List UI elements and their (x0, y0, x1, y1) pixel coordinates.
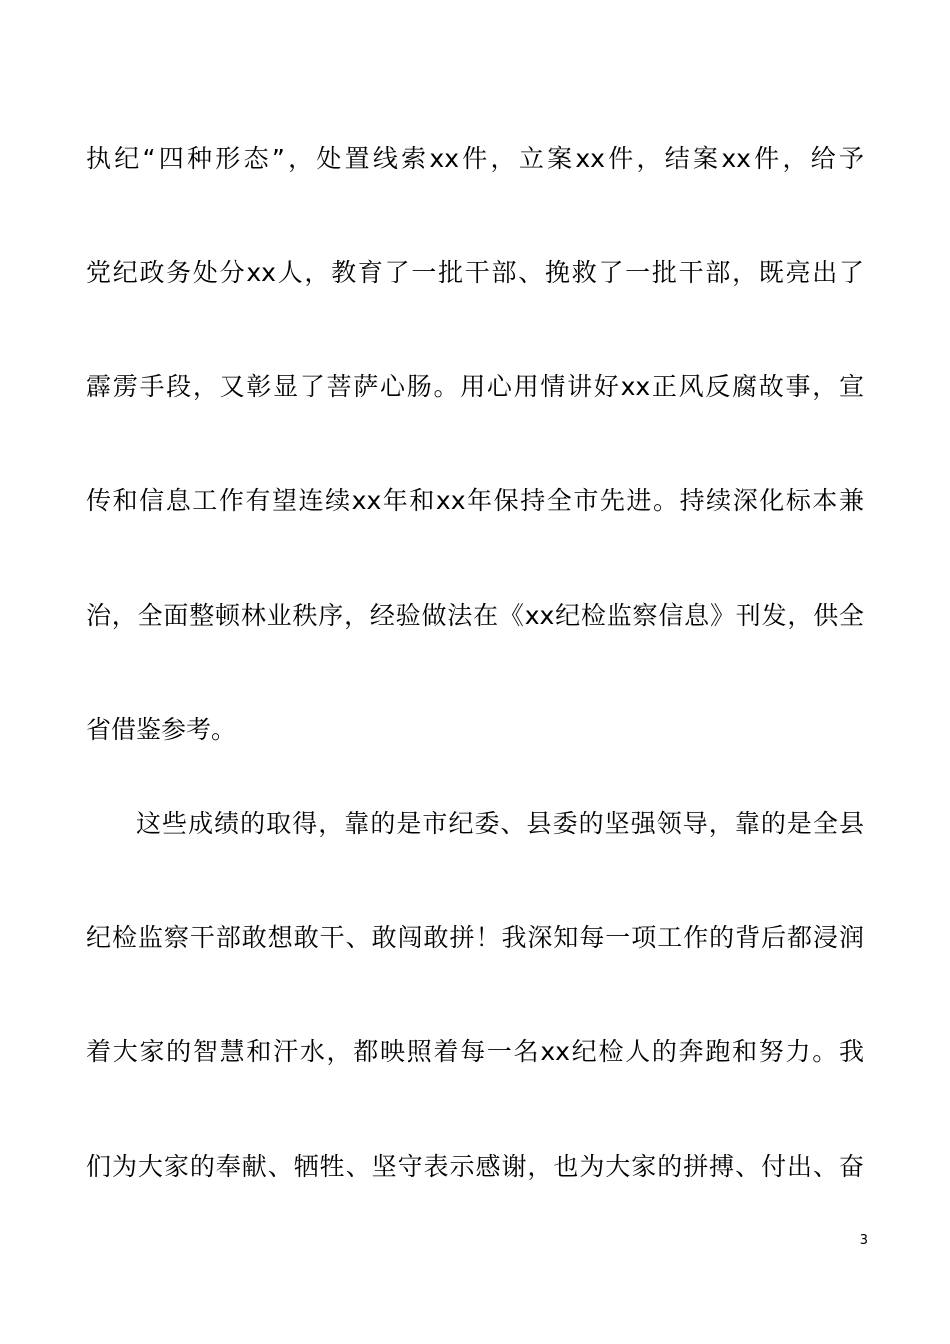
paragraph-line: 传和信息工作有望连续xx年和xx年保持全市先进。持续深化标本兼 (86, 486, 864, 515)
paragraph-line-indented: 这些成绩的取得，靠的是市纪委、县委的坚强领导，靠的是全县 (136, 809, 864, 838)
page-number: 3 (859, 1233, 868, 1248)
paragraph-line-last: 省借鉴参考。 (86, 715, 237, 744)
paragraph-line: 纪检监察干部敢想敢干、敢闯敢拼！我深知每一项工作的背后都浸润 (86, 923, 864, 952)
paragraph-line: 党纪政务处分xx人，教育了一批干部、挽救了一批干部，既亮出了 (86, 258, 864, 287)
paragraph-line: 执纪“四种形态”，处置线索xx件，立案xx件，结案xx件，给予 (86, 144, 864, 173)
paragraph-line: 们为大家的奉献、牺牲、坚守表示感谢，也为大家的拼搏、付出、奋 (86, 1152, 864, 1181)
paragraph-line: 治，全面整顿林业秩序，经验做法在《xx纪检监察信息》刊发，供全 (86, 601, 864, 630)
paragraph-line: 霹雳手段，又彰显了菩萨心肠。用心用情讲好xx正风反腐故事，宣 (86, 372, 864, 401)
paragraph-line: 着大家的智慧和汗水，都映照着每一名xx纪检人的奔跑和努力。我 (86, 1037, 864, 1066)
